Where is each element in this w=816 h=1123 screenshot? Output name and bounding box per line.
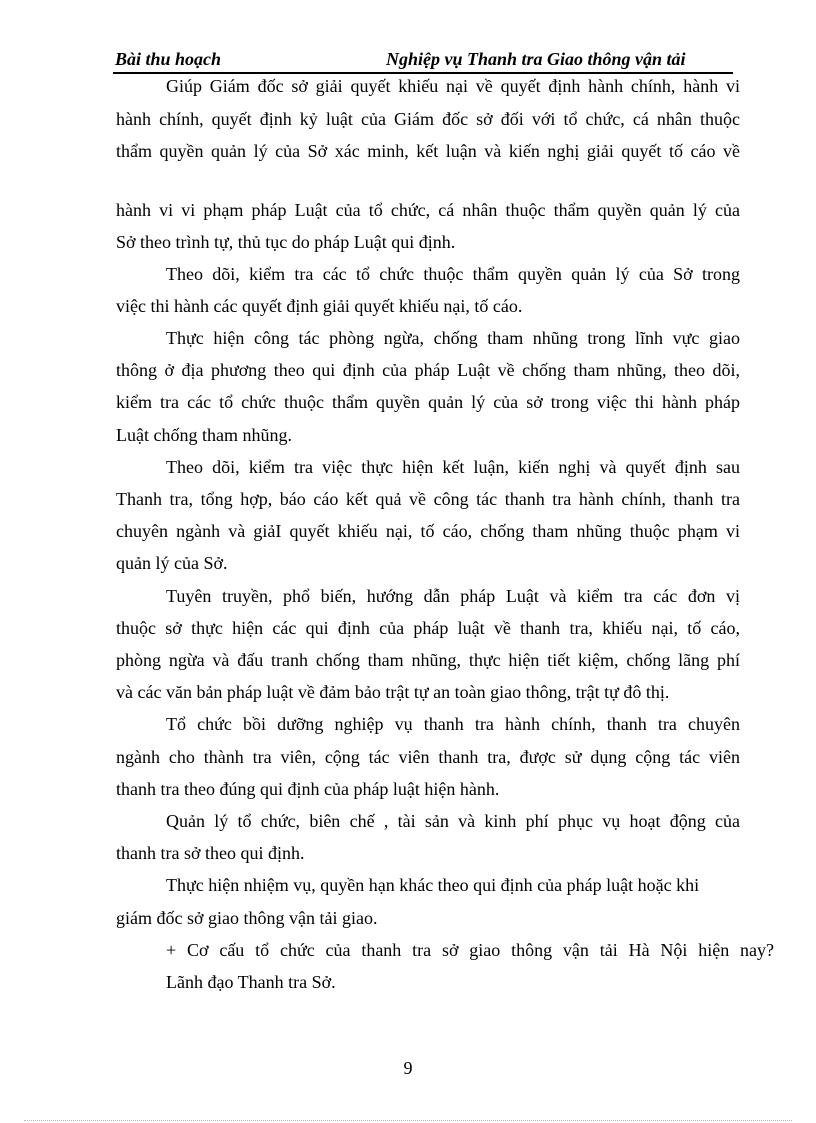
text-line: và các văn bản pháp luật về đảm bảo trật tự an toàn giao thông, trật tự đô thị.: [116, 682, 670, 702]
text-line: Sở theo trình tự, thủ tục do pháp Luật qui định.: [116, 232, 456, 252]
header-right-title: Nghiệp vụ Thanh tra Giao thông vận tải: [386, 49, 686, 69]
text-line: Quản lý tổ chức, biên chế , tài sản và kinh phí phục vụ hoạt động của: [166, 811, 740, 831]
text-line: thanh tra sở theo qui định.: [116, 843, 305, 863]
text-line: thuộc sở thực hiện các qui định của pháp luật về thanh tra, khiếu nại, tố cáo,: [116, 618, 740, 638]
text-line: phòng ngừa và đấu tranh chống tham nhũng, thực hiện tiết kiệm, chống lãng phí: [116, 650, 740, 670]
text-line: Thực hiện công tác phòng ngừa, chống tham nhũng trong lĩnh vực giao: [166, 328, 740, 348]
text-line: hành vi vi phạm pháp Luật của tổ chức, cá nhân thuộc thẩm quyền quản lý của: [116, 200, 740, 220]
text-line: quản lý của Sở.: [116, 553, 228, 573]
text-line: Thực hiện nhiệm vụ, quyền hạn khác theo qui định của pháp luật hoặc khi: [166, 875, 700, 895]
text-line: Lãnh đạo Thanh tra Sở.: [166, 972, 336, 992]
text-line: thẩm quyền quản lý của Sở xác minh, kết luận và kiến nghị giải quyết tố cáo về: [116, 141, 740, 161]
text-line: Tuyên truyền, phổ biến, hướng dẫn pháp Luật và kiểm tra các đơn vị: [166, 586, 740, 606]
page-header: [113, 46, 733, 74]
text-line: việc thi hành các quyết định giải quyết khiếu nại, tố cáo.: [116, 296, 523, 316]
text-line: chuyên ngành và giảI quyết khiếu nại, tố cáo, chống tham nhũng thuộc phạm vi: [116, 521, 740, 541]
section-question: + Cơ cấu tổ chức của thanh tra sở giao thông vận tải Hà Nội hiện nay?: [166, 940, 774, 960]
text-line: Theo dõi, kiểm tra việc thực hiện kết luận, kiến nghị và quyết định sau: [166, 457, 740, 477]
text-line: kiểm tra các tổ chức thuộc thẩm quyền quản lý của sở trong việc thi hành pháp: [116, 392, 740, 412]
text-line: ngành cho thành tra viên, cộng tác viên thanh tra, được sử dụng cộng tác viên: [116, 747, 740, 767]
text-line: hành chính, quyết định kỷ luật của Giám đốc sở đối với tổ chức, cá nhân thuộc: [116, 109, 740, 129]
text-line: Thanh tra, tổng hợp, báo cáo kết quả về công tác thanh tra hành chính, thanh tra: [116, 489, 740, 509]
text-line: Theo dõi, kiểm tra các tổ chức thuộc thẩm quyền quản lý của Sở trong: [166, 264, 740, 284]
text-line: thanh tra theo đúng qui định của pháp luật hiện hành.: [116, 779, 500, 799]
header-left-title: Bài thu hoạch: [115, 49, 222, 69]
page-number: 9: [403, 1058, 413, 1078]
footer-divider: [24, 1120, 792, 1121]
text-line: thông ở địa phương theo qui định của pháp Luật về chống tham nhũng, theo dõi,: [116, 360, 740, 380]
text-line: Luật chống tham nhũng.: [116, 425, 292, 445]
text-line: Tổ chức bồi dưỡng nghiệp vụ thanh tra hành chính, thanh tra chuyên: [166, 714, 740, 734]
text-line: giám đốc sở giao thông vận tải giao.: [116, 908, 378, 928]
text-line: Giúp Giám đốc sở giải quyết khiếu nại về quyết định hành chính, hành vi: [166, 76, 740, 96]
